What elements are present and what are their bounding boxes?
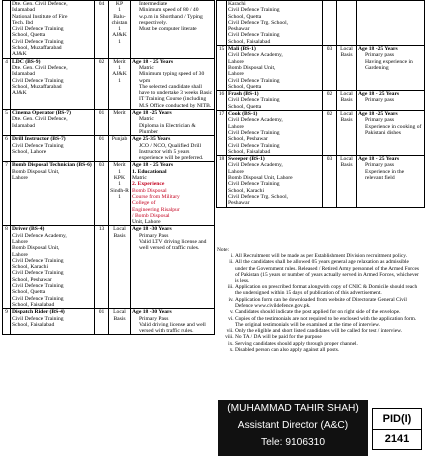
- station-line: Bomb Disposal Unit,: [12, 168, 60, 175]
- quota-line: Local: [340, 91, 353, 98]
- station-line: School, Faisalabad: [228, 148, 271, 155]
- job-row: [217, 111, 425, 156]
- note-item: iv. Application form can be downloaded from website of Directorate General Civil Defence www.civildefence.gov.pk.: [235, 297, 422, 309]
- requirements-cell: [131, 58, 215, 109]
- requirement-list: [132, 233, 213, 252]
- post-title: Frash (BS-1): [228, 91, 259, 98]
- station-line: Civil Defence Training: [12, 77, 64, 84]
- post-cell: [11, 136, 95, 162]
- station-line: School, Quetta: [12, 32, 46, 39]
- age-limit: Age 18 - 25 Years: [132, 58, 174, 65]
- station-line: Civil Defence Academy,: [228, 117, 283, 124]
- station-line: Lahore: [228, 123, 244, 130]
- requirement-line: College of: [132, 200, 156, 207]
- quota-line: 1: [118, 26, 121, 33]
- requirement-item: • Diploma in Electrician & Plumber: [139, 123, 213, 136]
- note-item: vi. Copies of the testimonials are not required to be enclosed with the application form. The original testimonials will be examined at the time of interview.: [235, 316, 422, 328]
- job-row: [3, 110, 215, 136]
- requirement-list: [132, 1, 213, 32]
- quota-cell: [337, 111, 357, 156]
- requirement-item: • Experience in the relevant field: [365, 169, 423, 182]
- post-cell: [227, 111, 323, 156]
- station-line: Bomb Disposal Unit,: [228, 64, 276, 71]
- station-line: Karachi: [228, 1, 246, 7]
- station-line: Civil Defence Training: [12, 38, 64, 45]
- post-title: Sweeper (BS-1): [228, 156, 265, 163]
- station-line: Civil Defence Training: [12, 142, 64, 149]
- requirements-cell: [357, 46, 425, 91]
- requirement-item: • Intermediate: [139, 1, 213, 7]
- quota-line: Basis: [340, 97, 353, 104]
- station-line: School, Lahore: [12, 148, 47, 155]
- station-line: Civil Defence Training: [12, 295, 64, 302]
- requirement-item: • Primary Pass: [139, 316, 213, 322]
- requirement-item: • Having experience in Gardening: [365, 59, 423, 72]
- age-limit: Age 18 -25 Years: [358, 111, 398, 118]
- station-line: Lahore: [12, 238, 28, 245]
- station-line: Lahore: [228, 168, 244, 175]
- requirement-item: • Minimum typing speed of 30 wpm: [139, 71, 213, 84]
- post-cell: [227, 1, 323, 46]
- post-title: LDC (BS-9): [12, 58, 41, 65]
- job-row: [217, 91, 425, 111]
- post-count: [323, 1, 337, 46]
- row-number: 17: [217, 111, 227, 156]
- requirement-line: Matric: [132, 175, 147, 182]
- station-line: Dte. Gen. Civil Defence,: [12, 116, 68, 123]
- note-item: vii. Only the eligible and short listed candidates will be called for test / interview.: [235, 328, 422, 334]
- post-title: Drill Instructor (BS-7): [12, 136, 66, 143]
- note-item: iii. Application on prescribed format alongwith copy of CNIC & Domicile should reach the undersigned within 15 days of publication of this advertisement.: [235, 284, 422, 296]
- requirements-cell: [357, 156, 425, 207]
- station-line: Civil Defence Training: [12, 257, 64, 264]
- post-cell: [11, 226, 95, 309]
- quota-line: Local: [113, 309, 126, 316]
- post-count: 04: [95, 1, 109, 59]
- station-line: Islamabad: [12, 7, 35, 14]
- quota-line: 1: [118, 181, 121, 188]
- station-line: Tech. Ibd: [12, 19, 34, 26]
- station-line: Civil Defence Trg. School,: [228, 193, 289, 200]
- requirement-item: • Valid LTV driving license and well versed of traffic rules.: [139, 239, 213, 252]
- pid-number: 2141: [384, 433, 410, 445]
- requirement-item: • Primary pass: [365, 97, 423, 103]
- requirement-item: • Must be computer literate: [139, 26, 213, 32]
- quota-line: Sindh-R: [110, 187, 129, 194]
- requirements-cell: [357, 111, 425, 156]
- row-number: 4: [3, 58, 11, 109]
- quota-line: Basis: [113, 315, 126, 322]
- row-number: 6: [3, 136, 11, 162]
- requirement-list: [132, 116, 213, 135]
- station-line: Bomb Disposal Unit,: [12, 245, 60, 252]
- station-line: School, Quetta: [12, 289, 46, 296]
- quota-line: 1: [118, 77, 121, 84]
- job-row: [3, 58, 215, 109]
- quota-line: AJ&K: [112, 32, 127, 39]
- station-line: AJ&K: [12, 90, 27, 97]
- quota-cell: [337, 91, 357, 111]
- post-cell: [11, 162, 95, 226]
- quota-line: Local: [340, 111, 353, 118]
- quota-line: KPK: [113, 175, 126, 182]
- quota-cell: [337, 1, 357, 46]
- quota-line: Basis: [113, 232, 126, 239]
- row-number: 15: [217, 46, 227, 91]
- quota-line: AJ&K: [112, 71, 127, 78]
- requirement-item: • Primary Pass: [139, 233, 213, 239]
- quota-line: 1: [118, 38, 121, 45]
- row-number: 16: [217, 91, 227, 111]
- station-line: Civil Defence Training: [228, 7, 280, 14]
- row-number: 7: [3, 162, 11, 226]
- stamp-designation: Assistant Director (A&C): [237, 420, 349, 431]
- requirements-cell: [131, 136, 215, 162]
- requirement-item: • Matric: [139, 116, 213, 122]
- requirements-cell: [131, 110, 215, 136]
- quota-line: 1: [118, 7, 121, 14]
- stamp-name: (MUHAMMAD TAHIR SHAH): [227, 403, 359, 414]
- quota-cell: [109, 226, 131, 309]
- post-count: 01: [95, 110, 109, 136]
- quota-cell: [109, 110, 131, 136]
- requirement-item: • Primary pass: [365, 52, 423, 58]
- pid-box: [372, 408, 422, 450]
- quota-line: Basis: [340, 117, 353, 124]
- station-line: Lahore: [228, 58, 244, 65]
- station-line: Dte. Gen. Civil Defence,: [12, 64, 68, 71]
- quota-line: Basis: [340, 52, 353, 59]
- quota-cell: [109, 309, 131, 335]
- quota-line: Local: [340, 156, 353, 163]
- requirements-cell: [131, 309, 215, 335]
- station-line: Lahore: [12, 175, 28, 182]
- station-line: Islamabad: [12, 122, 35, 129]
- station-line: School, Peshawar: [228, 136, 268, 143]
- requirement-item: • Matric: [139, 65, 213, 71]
- requirement-item: • The selected candidate shall have to undertake 3 weeks Basic IT Training Course (including M.S Office conducted by NITB.: [139, 84, 213, 109]
- notes-list: [217, 253, 422, 353]
- station-line: Peshawar: [228, 200, 250, 207]
- post-title: Cinema Operator (BS-7): [12, 110, 71, 117]
- quota-line: Local: [340, 46, 353, 53]
- requirement-list: [358, 52, 423, 71]
- station-line: Civil Defence Training: [228, 77, 280, 84]
- requirement-line: 1. Educational: [132, 168, 167, 175]
- job-row: [217, 1, 425, 46]
- job-row: [3, 309, 215, 335]
- post-cell: [227, 46, 323, 91]
- post-count: 03: [323, 156, 337, 207]
- note-item: x. Disabled person can also apply against all posts.: [235, 347, 422, 353]
- quota-line: Punjab: [111, 136, 128, 143]
- quota-line: 1: [118, 64, 121, 71]
- station-line: Civil Defence Training: [228, 181, 280, 188]
- post-cell: [11, 58, 95, 109]
- station-line: Civil Defence Training: [228, 142, 280, 149]
- note-item: viii. No TA / DA will be paid for the purpose: [235, 334, 422, 340]
- post-count: 03: [95, 162, 109, 226]
- notes-title: Note:: [217, 247, 229, 253]
- station-line: School, Muzaffarabad: [12, 83, 62, 90]
- age-limit: Age 18 -30 Years: [132, 226, 172, 233]
- quota-line: 1: [118, 168, 121, 175]
- quota-cell: [337, 156, 357, 207]
- post-count: 02: [95, 58, 109, 109]
- station-line: Civil Defence Academy,: [228, 52, 283, 59]
- post-count: 03: [323, 46, 337, 91]
- post-count: 13: [95, 226, 109, 309]
- station-line: Civil Defence Training: [228, 97, 280, 104]
- row-number: 9: [3, 309, 11, 335]
- station-line: Civil Defence Training: [12, 26, 64, 33]
- quota-line: Merit: [113, 58, 126, 65]
- station-line: Civil Defence Academy,: [12, 232, 67, 239]
- requirement-list: [358, 97, 423, 103]
- requirements-cell: [131, 226, 215, 309]
- job-row: [3, 226, 215, 309]
- quota-cell: [109, 162, 131, 226]
- station-line: Dte. Gen. Civil Defence,: [12, 1, 68, 7]
- station-line: School, Faisalabad: [12, 301, 55, 308]
- quota-line: chistan: [111, 19, 128, 26]
- job-row: [217, 46, 425, 91]
- post-count: 02: [323, 111, 337, 156]
- quota-line: Basis: [340, 162, 353, 169]
- row-number: 18: [217, 156, 227, 207]
- station-line: School, Muzaffarabad: [12, 45, 62, 52]
- requirement-item: • Minimum speed of 80 / 40 w.p.m in Shorthand / Typing respectively.: [139, 7, 213, 26]
- station-line: Civil Defence Training: [12, 283, 64, 290]
- signature-stamp: [218, 400, 368, 456]
- requirement-line: 2. Experience: [132, 181, 165, 188]
- requirements-cell: [131, 162, 215, 226]
- post-title: Cook (BS-1): [228, 111, 258, 118]
- requirement-item: • Experience in cooking of Pakistani dishes: [365, 124, 423, 137]
- post-count: 01: [95, 136, 109, 162]
- row-number: [217, 1, 227, 46]
- quota-cell: [109, 58, 131, 109]
- age-limit: Age 25-35 Years: [132, 136, 171, 143]
- post-cell: [11, 309, 95, 335]
- requirements-cell: [357, 1, 425, 46]
- post-cell: [11, 1, 95, 59]
- station-line: Lahore: [12, 251, 28, 258]
- quota-cell: [109, 1, 131, 59]
- station-line: Civil Defence Training: [12, 270, 64, 277]
- age-limit: Age 18 - 25 Years: [358, 156, 400, 163]
- note-item: i. All Recruitment will be made as per Establishment Division recruitment policy.: [235, 253, 422, 259]
- quota-cell: [109, 136, 131, 162]
- age-limit: Age 18 - 25 Years: [358, 91, 400, 98]
- station-line: Civil Defence Training: [228, 32, 280, 39]
- station-line: AJ&K: [12, 51, 27, 58]
- row-number: 8: [3, 226, 11, 309]
- job-row: [217, 156, 425, 207]
- requirements-cell: [131, 1, 215, 59]
- post-count: 01: [95, 309, 109, 335]
- notes-section: [217, 247, 422, 354]
- age-limit: Age 18 -30 Years: [132, 309, 172, 316]
- requirement-list: [132, 143, 213, 162]
- station-line: Islamabad: [12, 71, 35, 78]
- requirement-item: • Primary pass: [365, 117, 423, 123]
- requirement-list: [132, 316, 213, 335]
- requirement-line: Bomb Disposal: [132, 187, 167, 194]
- left-jobs-table: [2, 0, 215, 335]
- job-row: [3, 136, 215, 162]
- stamp-telephone: Tele: 9106310: [260, 437, 325, 448]
- station-line: School, Karachi: [228, 187, 265, 194]
- station-line: School, Quetta: [228, 83, 262, 90]
- quota-line: Local: [113, 226, 126, 233]
- post-title: Bomb Disposal Technician (BS-6): [12, 162, 92, 169]
- station-line: School, Faisalabad: [228, 38, 271, 45]
- station-line: School, Faisalabad: [12, 321, 55, 328]
- station-line: Civil Defence Trg. School,: [228, 19, 289, 26]
- station-line: School, Karachi: [12, 264, 49, 271]
- requirement-line: Course from Military: [132, 193, 180, 200]
- station-line: Civil Defence Training: [12, 315, 64, 322]
- quota-line: KP: [115, 1, 124, 7]
- post-title: Mali (BS-1): [228, 46, 256, 53]
- station-line: Peshawar: [228, 26, 250, 33]
- requirement-item: • Valid driving license and well versed with traffic rules.: [139, 322, 213, 335]
- row-number: [3, 1, 11, 59]
- post-cell: [11, 110, 95, 136]
- post-title: Driver (BS-4): [12, 226, 45, 233]
- station-line: School, Peshawar: [12, 276, 52, 283]
- station-line: School, Quetta: [228, 103, 262, 110]
- note-item: v. Candidates should indicate the post applied for on right side of the envelope.: [235, 309, 422, 315]
- requirement-line: / Bomb Disposal: [132, 212, 170, 219]
- station-line: Civil Defence Academy,: [228, 162, 283, 169]
- age-limit: Age 18 -25 Years: [358, 46, 398, 53]
- station-line: National Institute of Fire: [12, 13, 68, 20]
- note-item: ii. All the candidates shall be allowed 05 years general age relaxation as admissible under the Government rules. Released / Retired Army personnel of the Armed Forces of Pakistan (15 years or number of years actually served in Armed Forces, whichever is less.: [235, 259, 422, 283]
- post-count: 02: [323, 91, 337, 111]
- station-line: Lahore: [228, 71, 244, 78]
- pid-label: PID(I): [373, 409, 421, 430]
- requirement-list: [358, 117, 423, 136]
- job-row: [3, 1, 215, 59]
- post-cell: [227, 156, 323, 207]
- age-limit: Age 18 - 25 Years: [132, 162, 174, 169]
- station-line: School, Quetta: [228, 13, 262, 20]
- right-jobs-table: [216, 0, 425, 208]
- post-title: Dispatch Rider (BS-4): [12, 309, 65, 316]
- quota-line: 1: [118, 193, 121, 200]
- requirement-list: [358, 162, 423, 181]
- requirement-line: Engineering Risalpur: [132, 206, 180, 213]
- post-cell: [227, 91, 323, 111]
- quota-line: Merit: [113, 110, 126, 117]
- row-number: 5: [3, 110, 11, 136]
- station-line: Civil Defence Training: [228, 129, 280, 136]
- job-row: [3, 162, 215, 226]
- requirement-line: Unit, Lahore: [132, 219, 161, 226]
- requirement-item: • Primary pass: [365, 162, 423, 168]
- requirement-list: [132, 65, 213, 109]
- age-limit: Age 18 -25 Years: [132, 110, 172, 117]
- quota-cell: [337, 46, 357, 91]
- quota-line: Balu-: [113, 13, 126, 20]
- requirements-cell: [357, 91, 425, 111]
- station-line: Bomb Disposal Unit, Lahore: [228, 175, 293, 182]
- quota-line: Merit: [113, 162, 126, 169]
- note-item: ix. Serving candidates should apply through proper channel.: [235, 341, 422, 347]
- requirement-item: • JCO / NCO, Qualified Drill Instructor with 5 years experience will be preferred.: [139, 143, 213, 162]
